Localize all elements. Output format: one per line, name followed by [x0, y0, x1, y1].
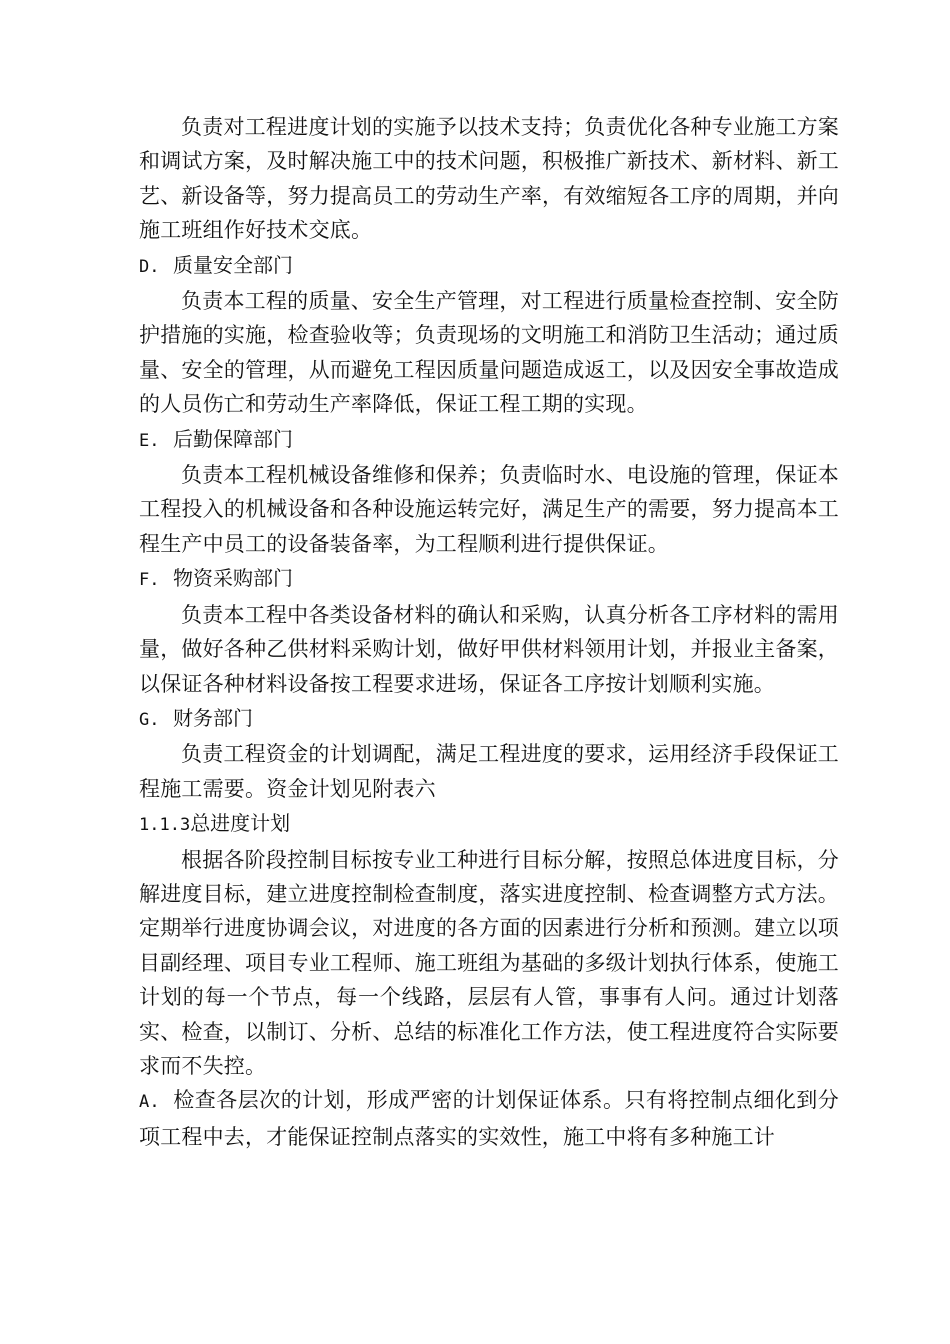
heading-letter: D. — [139, 256, 160, 277]
heading-finance-dept — [139, 701, 839, 737]
section-number: 1.1.3 — [139, 815, 191, 836]
heading-quality-safety-dept — [139, 248, 839, 284]
list-item-text: 检查各层次的计划，形成严密的计划保证体系。只有将控制点细化到分项工程中去，才能保证控制点落实的实效性，施工中将有多种施工计 — [139, 1088, 839, 1149]
heading-procurement-dept — [139, 561, 839, 597]
section-title: 总进度计划 — [190, 811, 291, 836]
document-body — [139, 110, 839, 1154]
heading-title: 质量安全部门 — [173, 252, 293, 277]
paragraph-quality-safety: 负责本工程的质量、安全生产管理，对工程进行质量检查控制、安全防护措施的实施，检查验收等；负责现场的文明施工和消防卫生活动；通过质量、安全的管理，从而避免工程因质量问题造成返工，以及因安全事故造成的人员伤亡和劳动生产率降低，保证工程工期的实现。 — [139, 289, 839, 417]
heading-letter: G. — [139, 709, 160, 730]
paragraph-logistics: 负责本工程机械设备维修和保养；负责临时水、电设施的管理，保证本工程投入的机械设备和各种设施运转完好，满足生产的需要，努力提高本工程生产中员工的设备装备率，为工程顺利进行提供保证。 — [139, 463, 839, 556]
list-item-a — [139, 1083, 839, 1154]
heading-logistics-dept — [139, 422, 839, 458]
list-item-letter: A. — [139, 1092, 160, 1113]
paragraph-procurement: 负责本工程中各类设备材料的确认和采购，认真分析各工序材料的需用量，做好各种乙供材料采购计划，做好甲供材料领用计划，并报业主备案，以保证各种材料设备按工程要求进场，保证各工序按计划顺利实施。 — [139, 602, 839, 696]
paragraph-finance: 负责工程资金的计划调配，满足工程进度的要求，运用经济手段保证工程施工需要。资金计划见附表六 — [139, 742, 839, 801]
heading-overall-schedule — [139, 806, 839, 842]
heading-letter: F. — [139, 570, 160, 591]
heading-title: 财务部门 — [173, 705, 253, 730]
heading-letter: E. — [139, 430, 160, 451]
heading-title: 物资采购部门 — [173, 566, 293, 591]
heading-title: 后勤保障部门 — [173, 426, 293, 451]
paragraph-technical-support: 负责对工程进度计划的实施予以技术支持；负责优化各种专业施工方案和调试方案，及时解决施工中的技术问题，积极推广新技术、新材料、新工艺、新设备等，努力提高员工的劳动生产率，有效缩短各工序的周期，并向施工班组作好技术交底。 — [139, 115, 839, 243]
paragraph-overall-schedule: 根据各阶段控制目标按专业工种进行目标分解，按照总体进度目标，分解进度目标，建立进度控制检查制度，落实进度控制、检查调整方式方法。定期举行进度协调会议，对进度的各方面的因素进行分析和预测。建立以项目副经理、项目专业工程师、施工班组为基础的多级计划执行体系，使施工计划的每一个节点，每一个线路，层层有人管，事事有人问。通过计划落实、检查，以制订、分析、总结的标准化工作方法，使工程进度符合实际要求而不失控。 — [139, 847, 839, 1078]
